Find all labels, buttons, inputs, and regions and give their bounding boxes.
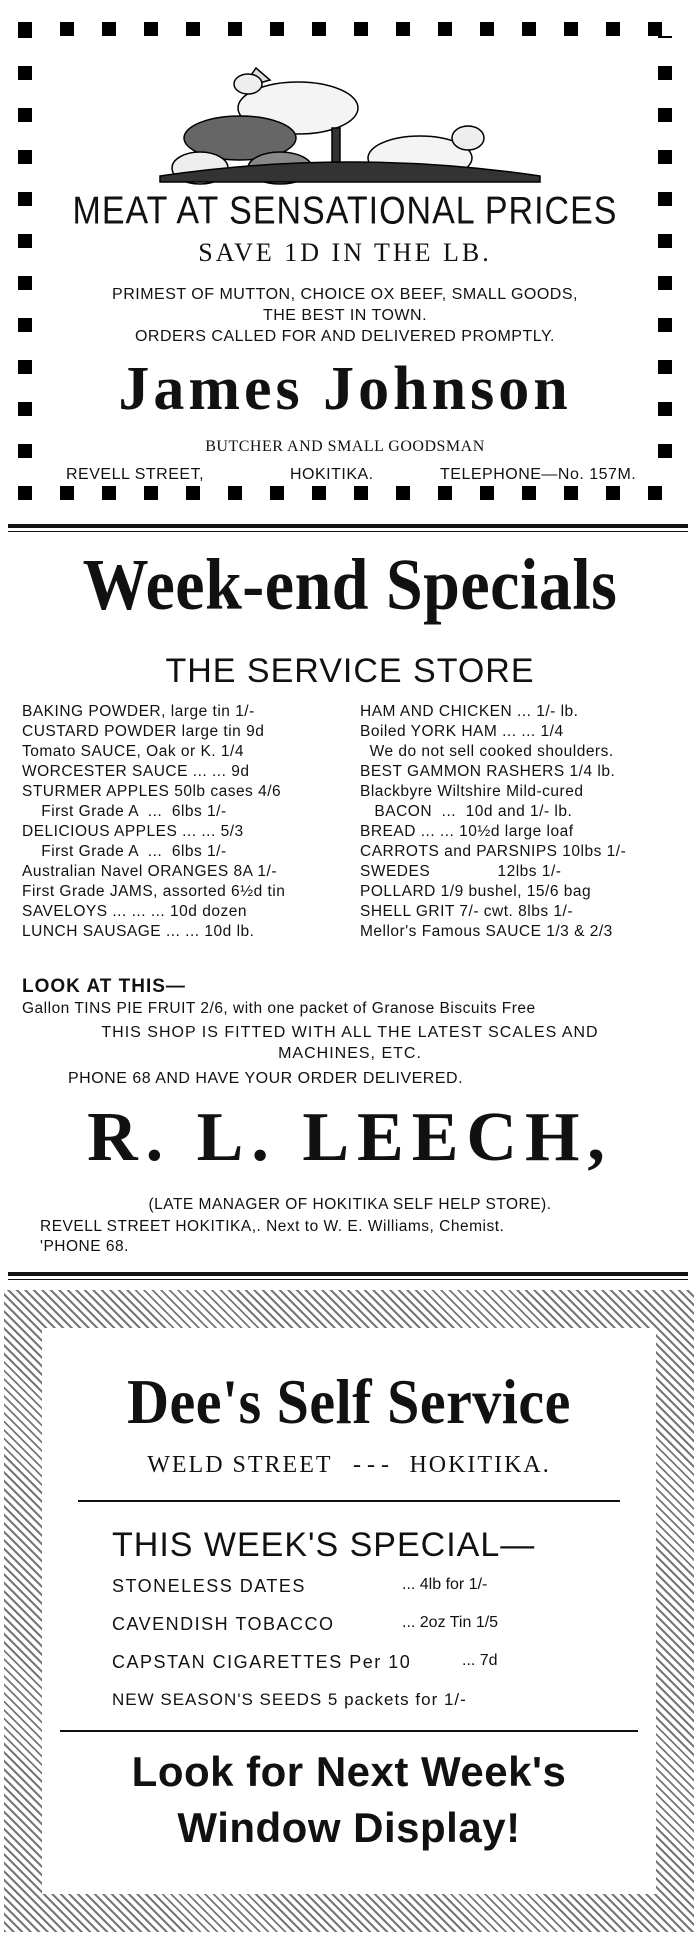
- list-item: SAVELOYS ... ... ... 10d dozen: [22, 903, 247, 920]
- town: HOKITIKA.: [290, 466, 374, 483]
- list-item: BACON ... 10d and 1/- lb.: [360, 803, 573, 820]
- list-item: CUSTARD POWDER large tin 9d: [22, 723, 265, 740]
- list-item: WORCESTER SAUCE ... ... 9d: [22, 763, 250, 780]
- fitted-line-1: THIS SHOP IS FITTED WITH ALL THE LATEST SCALES AND: [101, 1024, 599, 1041]
- gallon-offer: Gallon TINS PIE FRUIT 2/6, with one packet of Granose Biscuits Free: [22, 1000, 536, 1017]
- butcher-advertisement: [4, 8, 686, 514]
- list-item: BEST GAMMON RASHERS 1/4 lb.: [360, 763, 616, 780]
- special-item: [112, 1690, 612, 1710]
- item-price: ... 2oz Tin 1/5: [402, 1614, 499, 1631]
- divider: [8, 1272, 688, 1276]
- item-name: STONELESS DATES: [112, 1576, 306, 1596]
- address: REVELL STREET HOKITIKA,. Next to W. E. Williams, Chemist.: [40, 1218, 505, 1235]
- dees-self-service-advertisement: [4, 1290, 694, 1932]
- headline: MEAT AT SENSATIONAL PRICES: [72, 189, 618, 233]
- item-name: NEW SEASON'S SEEDS 5 packets for 1/-: [112, 1690, 467, 1709]
- merchant-name: James Johnson: [118, 355, 572, 423]
- special-heading: THIS WEEK'S SPECIAL—: [112, 1526, 536, 1564]
- footer-line-1: Look for Next Week's: [131, 1748, 567, 1795]
- ad1-line-3: ORDERS CALLED FOR AND DELIVERED PROMPTLY.: [134, 328, 555, 345]
- address: REVELL STREET,: [66, 466, 205, 483]
- phone-2: 'PHONE 68.: [40, 1238, 129, 1255]
- late-manager: (LATE MANAGER OF HOKITIKA SELF HELP STORE).: [148, 1196, 552, 1213]
- subhead: SAVE 1D IN THE LB.: [198, 238, 492, 267]
- ad1-line-2: THE BEST IN TOWN.: [262, 307, 428, 324]
- list-item: BREAD ... ... 10½d large loaf: [360, 823, 574, 840]
- store-name: THE SERVICE STORE: [165, 652, 535, 690]
- town: HOKITIKA.: [409, 1452, 551, 1478]
- special-item: [112, 1576, 612, 1597]
- livestock-illustration: [20, 28, 670, 188]
- phone-line: PHONE 68 AND HAVE YOUR ORDER DELIVERED.: [68, 1070, 464, 1087]
- list-item: Blackbyre Wiltshire Mild-cured: [360, 783, 584, 800]
- trade: BUTCHER AND SMALL GOODSMAN: [205, 438, 485, 455]
- special-item: [112, 1614, 612, 1635]
- list-item: LUNCH SAUSAGE ... ... 10d lb.: [22, 923, 255, 940]
- street: WELD STREET: [147, 1452, 333, 1478]
- service-store-advertisement: [0, 532, 700, 1272]
- item-name: CAPSTAN CIGARETTES Per 10: [112, 1652, 412, 1672]
- telephone: TELEPHONE—No. 157M.: [440, 466, 637, 483]
- item-price: ... 7d: [462, 1652, 498, 1669]
- rule: [60, 1730, 638, 1732]
- rule: [78, 1500, 620, 1502]
- item-name: CAVENDISH TOBACCO: [112, 1614, 335, 1634]
- address-dashes: - - -: [353, 1452, 389, 1478]
- list-item: First Grade JAMS, assorted 6½d tin: [22, 883, 286, 900]
- fitted-line-2: MACHINES, ETC.: [278, 1045, 422, 1062]
- special-item: [112, 1652, 612, 1673]
- list-item: Mellor's Famous SAUCE 1/3 & 2/3: [360, 923, 613, 940]
- list-item: HAM AND CHICKEN ... 1/- lb.: [360, 703, 579, 720]
- list-item: Australian Navel ORANGES 8A 1/-: [22, 863, 277, 880]
- ad1-line-1: PRIMEST OF MUTTON, CHOICE OX BEEF, SMALL GOODS,: [112, 286, 578, 303]
- list-item: Boiled YORK HAM ... ... 1/4: [360, 723, 564, 740]
- ad2-title: Week-end Specials: [82, 545, 618, 626]
- list-item: DELICIOUS APPLES ... ... 5/3: [22, 823, 244, 840]
- right-column: [360, 702, 685, 942]
- list-item: Tomato SAUCE, Oak or K. 1/4: [22, 743, 244, 760]
- list-item: First Grade A ... 6lbs 1/-: [22, 843, 227, 860]
- list-item: CARROTS and PARSNIPS 10lbs 1/-: [360, 843, 627, 860]
- list-item: STURMER APPLES 50lb cases 4/6: [22, 783, 282, 800]
- left-column: [22, 702, 352, 942]
- ad3-title: Dee's Self Service: [127, 1365, 571, 1438]
- list-item: BAKING POWDER, large tin 1/-: [22, 703, 255, 720]
- item-price: ... 4lb for 1/-: [402, 1576, 488, 1593]
- merchant-name: R. L. LEECH,: [87, 1099, 613, 1176]
- footer-line-2: Window Display!: [177, 1804, 521, 1851]
- list-item: POLLARD 1/9 bushel, 15/6 bag: [360, 883, 592, 900]
- list-item: SHELL GRIT 7/- cwt. 8lbs 1/-: [360, 903, 573, 920]
- ad3-address: [42, 1452, 656, 1479]
- look-at-this: LOOK AT THIS—: [22, 976, 186, 997]
- list-item: We do not sell cooked shoulders.: [360, 743, 614, 760]
- divider-thin: [8, 1279, 688, 1280]
- divider: [8, 524, 688, 528]
- list-item: SWEDES 12lbs 1/-: [360, 863, 562, 880]
- list-item: First Grade A ... 6lbs 1/-: [22, 803, 227, 820]
